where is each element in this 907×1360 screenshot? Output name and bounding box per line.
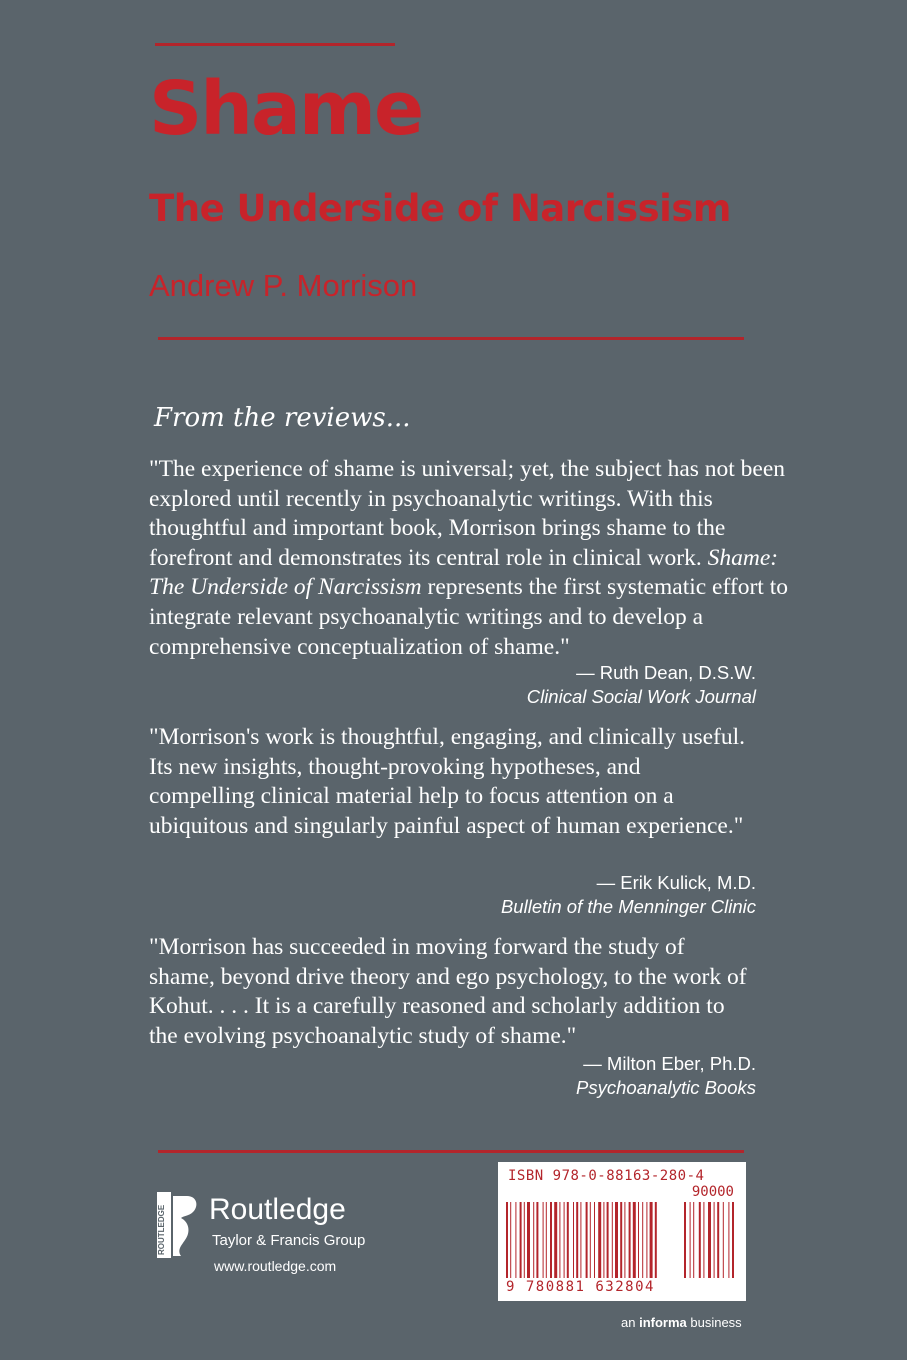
review-quote-1-text: "The experience of shame is universal; yet, the subject has not been explored until recently in psychoanalytic writings. With this thoughtful and important book, Morrison brings shame to the forefront and demonstrates its central role in clinical work. <box>149 456 786 571</box>
review-attribution-1 <box>527 661 756 709</box>
review-attribution-2 <box>501 871 756 919</box>
barcode-bar <box>650 1202 653 1278</box>
barcode-addon-bar <box>714 1202 715 1278</box>
barcode-bar <box>554 1202 557 1278</box>
barcode-addon-bar <box>708 1202 711 1278</box>
barcode-bar <box>520 1202 522 1278</box>
price-code: 90000 <box>691 1184 734 1200</box>
barcode-bar <box>543 1202 544 1278</box>
barcode-bar <box>590 1202 591 1278</box>
barcode-bar <box>524 1202 525 1278</box>
review-quote-1-text-end: represents the first systematic effort to integrate relevant psychoanalytic writings and to develop a comprehensive conceptualization of shame." <box>149 574 788 660</box>
barcode-bar <box>655 1202 657 1278</box>
barcode-bar <box>586 1202 588 1278</box>
barcode-addon-bar <box>703 1202 704 1278</box>
barcode-addon-bar <box>723 1202 724 1278</box>
barcode-bar <box>624 1202 625 1278</box>
barcode-bar <box>536 1202 538 1278</box>
barcode-bars <box>506 1202 738 1278</box>
barcode-bar <box>564 1202 565 1278</box>
barcode-bar <box>607 1202 609 1278</box>
tagline-brand: informa <box>639 1315 687 1330</box>
book-title: Shame <box>149 66 423 152</box>
isbn-barcode <box>498 1162 746 1301</box>
barcode-bar <box>515 1202 516 1278</box>
review-source-3: Psychoanalytic Books <box>576 1077 756 1098</box>
barcode-addon-bar <box>699 1202 701 1278</box>
barcode-bar <box>633 1202 636 1278</box>
review-quote-3-text: "Morrison has succeeded in moving forward the study of shame, beyond drive theory and ego psychology, to the work of Kohut. . . . It is a carefully reasoned and scholarly addition to the evolving psychoanalytic study of shame." <box>149 934 747 1049</box>
barcode-addon-bar <box>732 1202 734 1278</box>
barcode-bar <box>638 1202 639 1278</box>
book-author: Andrew P. Morrison <box>149 268 418 303</box>
barcode-bar <box>550 1202 552 1278</box>
book-subtitle: The Underside of Narcissism <box>149 187 731 230</box>
reviewer-name-1: — Ruth Dean, D.S.W. <box>576 662 756 683</box>
reviews-heading: From the reviews... <box>154 403 411 433</box>
barcode-bar <box>546 1202 547 1278</box>
reviewer-name-2: — Erik Kulick, M.D. <box>596 872 756 893</box>
barcode-bar <box>612 1202 613 1278</box>
barcode-addon-bar <box>693 1202 694 1278</box>
barcode-addon-bar <box>717 1202 719 1278</box>
barcode-bar <box>506 1202 508 1278</box>
barcode-bar <box>576 1202 578 1278</box>
top-rule <box>155 43 395 46</box>
review-quote-2 <box>149 723 749 841</box>
barcode-bar <box>594 1202 595 1278</box>
publisher-name: Routledge <box>209 1193 346 1226</box>
isbn-label: ISBN 978-0-88163-280-4 <box>508 1168 705 1184</box>
review-quote-3 <box>149 933 749 1051</box>
review-attribution-3 <box>576 1052 756 1100</box>
review-source-2: Bulletin of the Menninger Clinic <box>500 896 756 917</box>
review-quote-2-text: "Morrison's work is thoughtful, engaging, and clinically useful. Its new insights, thought-provoking hypotheses, and compelling clinical material help to focus attention on a ubiquitous and singularly painful aspect of human experience." <box>149 724 746 839</box>
barcode-bar <box>567 1202 569 1278</box>
barcode-bar <box>559 1202 560 1278</box>
barcode-bar <box>642 1202 643 1278</box>
publisher-group: Taylor & Francis Group <box>212 1232 366 1249</box>
tagline-suffix: business <box>686 1315 742 1330</box>
review-quote-1 <box>149 455 789 662</box>
routledge-logo-icon <box>157 1192 201 1258</box>
header-bottom-rule <box>158 337 744 340</box>
ean-digits: 9 780881 632804 <box>506 1279 655 1295</box>
publisher-url: www.routledge.com <box>214 1258 337 1274</box>
barcode-addon-bar <box>690 1202 691 1278</box>
barcode-bar <box>527 1202 530 1278</box>
logo-vertical-text: ROUTLEDGE <box>157 1204 166 1255</box>
tagline-prefix: an <box>621 1315 640 1330</box>
review-source-1: Clinical Social Work Journal <box>526 686 756 707</box>
barcode-bar <box>573 1202 574 1278</box>
barcode-bar <box>533 1202 534 1278</box>
review-quote-1-book-title: Shame: The Underside of Narcissism <box>149 544 779 601</box>
informa-tagline <box>621 1315 742 1330</box>
barcode-addon-bar <box>684 1202 686 1278</box>
barcode-bar <box>615 1202 618 1278</box>
reviewer-name-3: — Milton Eber, Ph.D. <box>583 1053 756 1074</box>
barcode-bar <box>598 1202 601 1278</box>
barcode-bar <box>603 1202 604 1278</box>
barcode-bar <box>510 1202 511 1278</box>
barcode-bar <box>646 1202 647 1278</box>
barcode-bar <box>629 1202 631 1278</box>
barcode-addon-bar <box>728 1202 729 1278</box>
barcode-bar <box>580 1202 581 1278</box>
footer-rule <box>158 1150 744 1153</box>
barcode-bar <box>620 1202 622 1278</box>
